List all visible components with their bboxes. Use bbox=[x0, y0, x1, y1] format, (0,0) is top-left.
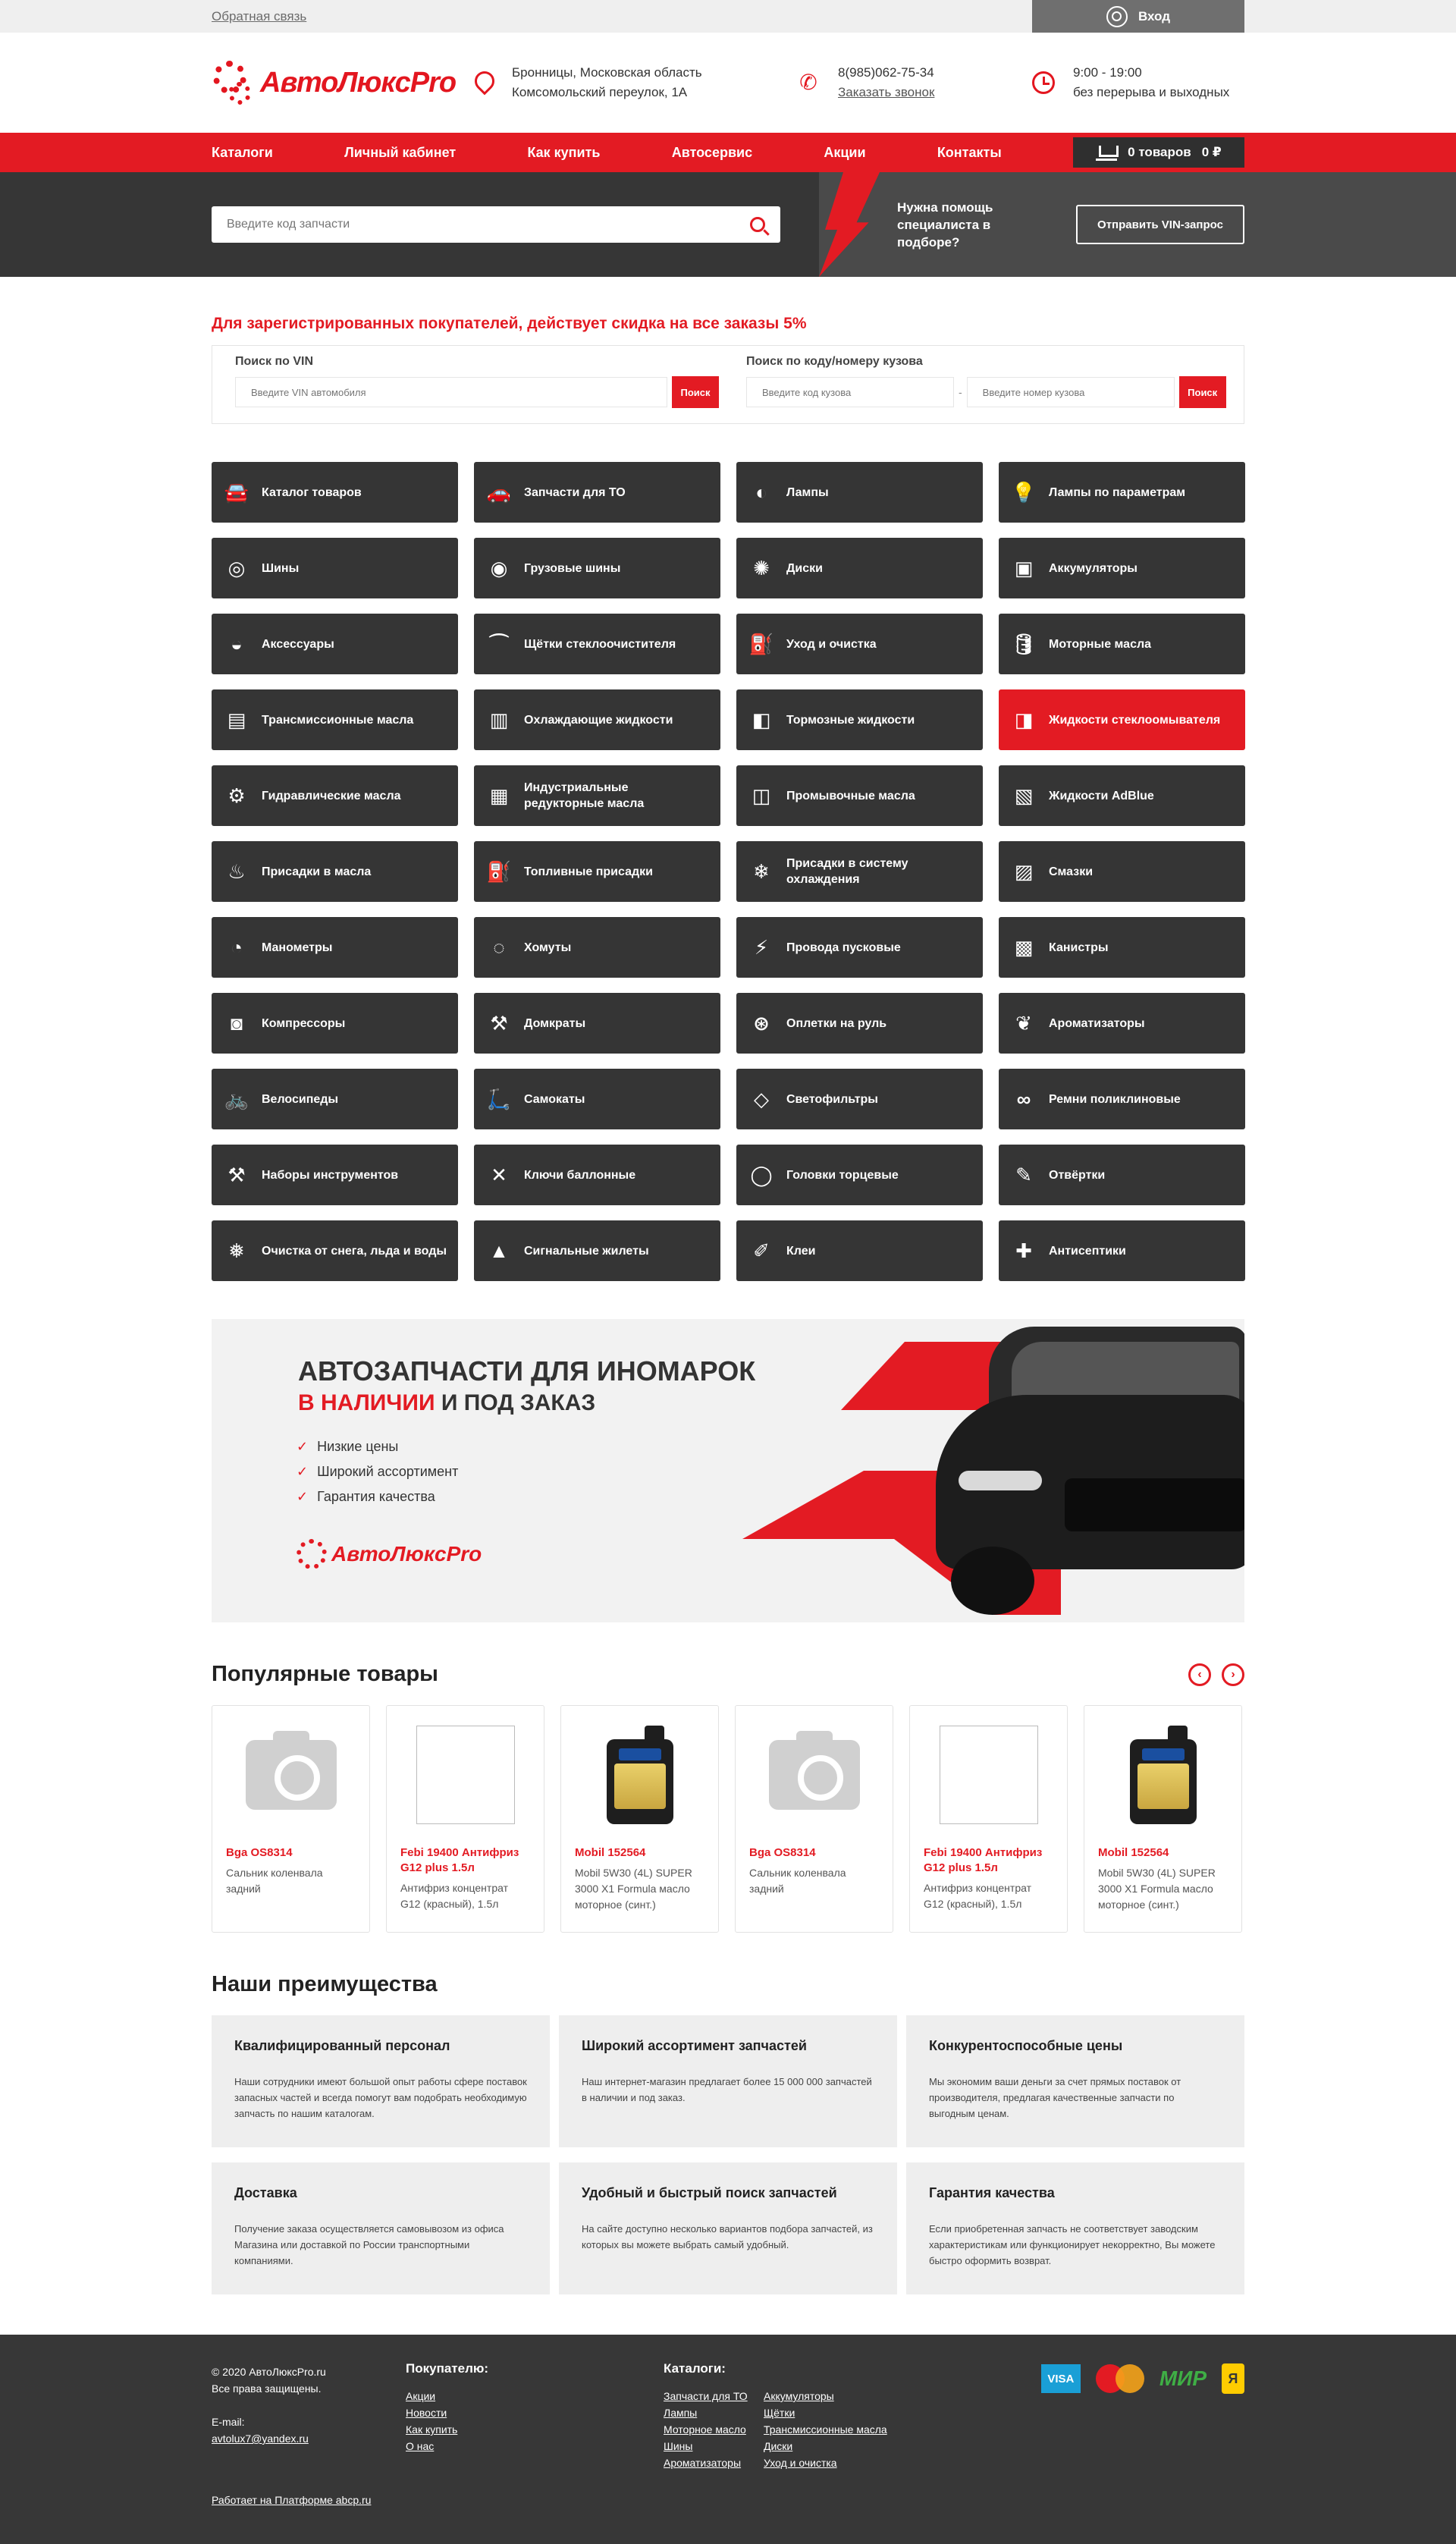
product-image[interactable] bbox=[1114, 1726, 1213, 1824]
category-tile[interactable] bbox=[999, 462, 1245, 523]
part-search-box bbox=[212, 206, 780, 243]
category-label: Хомуты bbox=[524, 941, 572, 954]
advantage-text: Если приобретенная запчасть не соответствует заводским характеристикам или функционирует некорректно, Вы можете быстро оформить возврат. bbox=[929, 2223, 1216, 2266]
cables-icon: ⚡ bbox=[754, 935, 769, 959]
category-label: Трансмиссионные масла bbox=[262, 713, 414, 727]
category-label: Светофильтры bbox=[786, 1092, 878, 1106]
vin-request-button[interactable]: Отправить VIN-запрос bbox=[1076, 205, 1244, 244]
product-description: Сальник коленвала задний bbox=[749, 1867, 846, 1895]
category-tile[interactable] bbox=[999, 538, 1245, 598]
vest-icon: ▲ bbox=[489, 1239, 509, 1262]
category-label: Промывочные масла bbox=[786, 789, 915, 802]
advantage-card bbox=[212, 2162, 550, 2294]
cooling-additive-icon: ❄ bbox=[753, 859, 770, 883]
product-image[interactable] bbox=[940, 1726, 1038, 1824]
email-link[interactable]: avtolux7@yandex.ru bbox=[212, 2433, 309, 2445]
cart-sum: 0 ₽ bbox=[1201, 145, 1222, 159]
spray-icon: ⛽ bbox=[748, 632, 774, 655]
yandex-money-icon: Я bbox=[1222, 2363, 1244, 2394]
canister-icon: ▤ bbox=[227, 708, 246, 731]
advantage-text: Мы экономим ваши деньги за счет прямых поставок от производителя, предлагая качественные запчасти по выгодным ценам. bbox=[929, 2076, 1181, 2119]
category-tile[interactable] bbox=[474, 765, 720, 826]
light-filter-icon: ◇ bbox=[754, 1087, 769, 1110]
category-label: Тормозные жидкости bbox=[786, 713, 915, 727]
product-image[interactable] bbox=[416, 1726, 515, 1824]
phone-block bbox=[795, 63, 1031, 102]
snow-brush-icon: ❅ bbox=[228, 1239, 245, 1262]
toolset-icon: ⚒ bbox=[228, 1163, 246, 1186]
lug-wrench-icon: ✕ bbox=[491, 1163, 507, 1186]
footer-catalogs bbox=[664, 2360, 900, 2471]
wiper-icon: ⌒ bbox=[488, 632, 509, 655]
footer-catalog-link[interactable]: Запчасти для ТО bbox=[664, 2390, 748, 2402]
category-tile[interactable] bbox=[212, 993, 458, 1054]
product-name[interactable]: Febi 19400 Антифриз G12 plus 1.5л bbox=[400, 1846, 519, 1874]
category-label: Каталог товаров bbox=[262, 485, 362, 499]
category-tile[interactable] bbox=[212, 1069, 458, 1129]
nav-item-promotions[interactable]: Акции bbox=[824, 144, 866, 160]
category-tile[interactable] bbox=[474, 993, 720, 1054]
scooter-icon: 🛴 bbox=[486, 1087, 512, 1110]
category-label: Домкраты bbox=[524, 1016, 586, 1030]
advantages-grid bbox=[212, 2015, 1244, 2294]
washer-icon: ◨ bbox=[1014, 708, 1034, 731]
category-tile[interactable] bbox=[474, 841, 720, 902]
fuel-additive-icon: ⛽ bbox=[486, 859, 512, 883]
category-label: Ароматизаторы bbox=[1049, 1016, 1145, 1030]
search-band bbox=[0, 172, 1456, 277]
category-tile[interactable] bbox=[999, 1145, 1245, 1205]
category-label: Ключи баллонные bbox=[524, 1168, 636, 1182]
category-tile[interactable] bbox=[736, 841, 983, 902]
product-image[interactable] bbox=[591, 1726, 689, 1824]
category-tile[interactable] bbox=[474, 1220, 720, 1281]
vin-help-block bbox=[897, 199, 1244, 251]
category-label: Ремни поликлиновые bbox=[1049, 1092, 1181, 1106]
promo-banner[interactable] bbox=[212, 1319, 1244, 1622]
category-tile[interactable] bbox=[736, 1220, 983, 1281]
category-tile[interactable] bbox=[736, 1069, 983, 1129]
category-tile[interactable] bbox=[999, 841, 1245, 902]
category-label: Канистры bbox=[1049, 941, 1109, 954]
category-label: Лампы bbox=[786, 485, 829, 499]
category-grid bbox=[212, 462, 1244, 1281]
feedback-link[interactable]: Обратная связь bbox=[212, 8, 307, 24]
advantages-header bbox=[212, 1972, 1244, 1997]
category-label: Манометры bbox=[262, 941, 333, 954]
banner-title: АВТОЗАПЧАСТИ ДЛЯ ИНОМАРОК bbox=[298, 1355, 756, 1387]
footer-link-about[interactable]: О нас bbox=[406, 2440, 435, 2452]
footer-link-how-to-buy[interactable]: Как купить bbox=[406, 2423, 458, 2436]
advantage-title: Широкий ассортимент запчастей bbox=[582, 2038, 807, 2053]
category-label: Запчасти для ТО bbox=[524, 485, 626, 499]
separator-dash: - bbox=[959, 386, 962, 398]
footer-link-promotions[interactable]: Акции bbox=[406, 2390, 436, 2402]
brake-fluid-icon: ◧ bbox=[752, 708, 771, 731]
category-tile[interactable] bbox=[736, 993, 983, 1054]
nav-item-how-to-buy[interactable]: Как купить bbox=[527, 144, 601, 160]
callback-link[interactable]: Заказать звонок bbox=[838, 85, 935, 99]
category-label: Сигнальные жилеты bbox=[524, 1244, 649, 1258]
tire-icon: ◎ bbox=[228, 556, 246, 579]
category-label: Аксессуары bbox=[262, 637, 334, 651]
truck-tire-icon: ◉ bbox=[490, 556, 508, 579]
category-label: Грузовые шины bbox=[524, 561, 621, 575]
category-label: Топливные присадки bbox=[524, 865, 653, 878]
category-label: Диски bbox=[786, 561, 823, 575]
gauge-icon: ◔ bbox=[231, 935, 243, 959]
category-tile[interactable] bbox=[736, 462, 983, 523]
hours-line-1: 9:00 - 19:00 bbox=[1073, 65, 1142, 80]
catalogs-title: Каталоги: bbox=[664, 2361, 726, 2376]
help-text: Нужна помощь специалиста в подборе? bbox=[897, 199, 993, 250]
nav-item-contacts[interactable]: Контакты bbox=[937, 144, 1002, 160]
part-search-input[interactable] bbox=[227, 218, 682, 231]
category-tile[interactable] bbox=[999, 1220, 1245, 1281]
category-tile[interactable] bbox=[736, 917, 983, 978]
advantage-text: Наши сотрудники имеют большой опыт работы сфере поставок запасных частей и всегда помогут вам подобрать необходимую запчасть по нашим каталогам. bbox=[234, 2076, 527, 2119]
category-label: Велосипеды bbox=[262, 1092, 339, 1106]
footer-catalog-link[interactable]: Лампы bbox=[664, 2407, 698, 2419]
advantage-text: Наш интернет-магазин предлагает более 15 000 000 запчастей в наличии и под заказ. bbox=[582, 2076, 872, 2103]
advantage-card bbox=[906, 2015, 1244, 2147]
address-line-2: Комсомольский переулок, 1А bbox=[512, 85, 688, 99]
category-label: Жидкости стеклоомывателя bbox=[1049, 713, 1221, 727]
address-block bbox=[469, 63, 795, 102]
category-tile[interactable] bbox=[474, 689, 720, 750]
category-label: Присадки в масла bbox=[262, 865, 372, 878]
search-icon[interactable] bbox=[750, 217, 765, 232]
category-tile[interactable] bbox=[999, 765, 1245, 826]
bicycle-icon: 🚲 bbox=[224, 1087, 249, 1110]
category-tile[interactable] bbox=[474, 538, 720, 598]
product-card[interactable] bbox=[386, 1705, 544, 1933]
advantage-card bbox=[906, 2162, 1244, 2294]
banner-logo bbox=[297, 1539, 482, 1569]
footer-company bbox=[212, 2363, 326, 2447]
category-tile[interactable] bbox=[736, 1145, 983, 1205]
category-tile[interactable] bbox=[999, 1069, 1245, 1129]
banner-bullet: ✓ Гарантия качества bbox=[297, 1489, 458, 1505]
advantage-card bbox=[559, 2162, 897, 2294]
grease-icon: ▨ bbox=[1014, 859, 1034, 883]
rights: Все права защищены. bbox=[212, 2382, 322, 2395]
advantage-title: Гарантия качества bbox=[929, 2185, 1055, 2200]
category-label: Моторные масла bbox=[1049, 637, 1152, 651]
footer-catalog-link[interactable]: Моторное масло bbox=[664, 2423, 746, 2436]
footer-catalog-link[interactable]: Диски bbox=[764, 2440, 793, 2452]
category-label: Жидкости AdBlue bbox=[1049, 789, 1154, 802]
advantage-text: На сайте доступно несколько вариантов подбора запчастей, из которых вы можете выбрать самый удобный. bbox=[582, 2223, 873, 2250]
headlight-icon: ◐ bbox=[755, 480, 767, 504]
category-label: Компрессоры bbox=[262, 1016, 346, 1030]
banner-bullet: ✓ Широкий ассортимент bbox=[297, 1464, 458, 1480]
category-tile[interactable] bbox=[999, 993, 1245, 1054]
compressor-icon: ◙ bbox=[231, 1011, 243, 1035]
category-label: Провода пусковые bbox=[786, 941, 901, 954]
category-tile[interactable] bbox=[212, 689, 458, 750]
copyright: © 2020 АвтоЛюксPro.ru bbox=[212, 2366, 326, 2378]
cart-count: 0 товаров bbox=[1128, 145, 1191, 159]
category-label: Головки торцевые bbox=[786, 1168, 899, 1182]
visa-icon: VISA bbox=[1041, 2364, 1081, 2393]
advantage-title: Удобный и быстрый поиск запчастей bbox=[582, 2185, 837, 2200]
category-tile[interactable] bbox=[212, 1145, 458, 1205]
buyer-title: Покупателю: bbox=[406, 2361, 489, 2376]
product-card[interactable] bbox=[1084, 1705, 1242, 1933]
barrel-icon: ▦ bbox=[489, 784, 509, 807]
broken-image-icon bbox=[940, 1726, 1038, 1824]
product-description: Антифриз концентрат G12 (красный), 1.5л bbox=[400, 1882, 509, 1910]
advantages-title: Наши преимущества bbox=[212, 1972, 438, 1996]
category-tile[interactable] bbox=[474, 917, 720, 978]
body-code-input[interactable] bbox=[746, 377, 954, 407]
category-label: Охлаждающие жидкости bbox=[524, 713, 673, 727]
product-image[interactable] bbox=[242, 1726, 340, 1824]
location-pin-icon bbox=[469, 70, 495, 96]
phone-number[interactable]: 8(985)062-75-34 bbox=[838, 65, 934, 80]
product-name[interactable]: Bga OS8314 bbox=[226, 1846, 293, 1859]
body-search-label: Поиск по коду/номеру кузова bbox=[746, 355, 923, 368]
cart-icon bbox=[1096, 144, 1117, 161]
oil-bottle-image bbox=[1125, 1726, 1201, 1824]
category-tile[interactable] bbox=[212, 462, 458, 523]
air-freshener-icon: ❦ bbox=[1015, 1011, 1032, 1035]
footer-catalog-link[interactable]: Уход и очистка bbox=[764, 2457, 837, 2469]
category-tile[interactable] bbox=[736, 689, 983, 750]
jerrycan-icon: ▩ bbox=[1014, 935, 1034, 959]
advantage-card bbox=[559, 2015, 897, 2147]
brand-name: АвтоЛюксPro bbox=[260, 66, 457, 99]
cart-button[interactable] bbox=[1073, 137, 1244, 168]
banner-subtitle: В НАЛИЧИИ И ПОД ЗАКАЗ bbox=[298, 1390, 596, 1415]
hydraulic-icon: ⚙ bbox=[228, 784, 246, 807]
category-tile[interactable] bbox=[736, 614, 983, 674]
discount-promo: Для зарегистрированных покупателей, действует скидка на все заказы 5% bbox=[212, 315, 807, 332]
category-tile[interactable] bbox=[736, 765, 983, 826]
socket-icon: ◯ bbox=[750, 1163, 773, 1186]
category-tile[interactable] bbox=[474, 462, 720, 523]
belt-icon: ∞ bbox=[1016, 1087, 1031, 1110]
category-tile[interactable] bbox=[999, 689, 1245, 750]
category-label: Клеи bbox=[786, 1244, 816, 1258]
steering-wheel-icon: ⊛ bbox=[753, 1011, 770, 1035]
screwdriver-icon: ✎ bbox=[1015, 1163, 1032, 1186]
popular-header bbox=[212, 1662, 1244, 1687]
login-button[interactable] bbox=[1032, 0, 1244, 33]
jack-icon: ⚒ bbox=[490, 1011, 508, 1035]
product-name[interactable]: Mobil 152564 bbox=[575, 1846, 646, 1859]
category-tile[interactable] bbox=[999, 614, 1245, 674]
hours-line-2: без перерыва и выходных bbox=[1073, 85, 1230, 99]
advantage-card bbox=[212, 2015, 550, 2147]
product-description: Mobil 5W30 (4L) SUPER 3000 X1 Formula масло моторное (синт.) bbox=[1098, 1867, 1216, 1911]
vin-search-group bbox=[235, 355, 719, 423]
category-label: Оплетки на руль bbox=[786, 1016, 887, 1030]
mir-icon: МИР bbox=[1159, 2367, 1207, 2390]
footer-link-news[interactable]: Новости bbox=[406, 2407, 447, 2419]
banner-bullets bbox=[297, 1439, 458, 1514]
site-logo[interactable] bbox=[212, 56, 469, 109]
broken-image-icon bbox=[416, 1726, 515, 1824]
product-name[interactable]: Febi 19400 Антифриз G12 plus 1.5л bbox=[924, 1846, 1043, 1874]
product-description: Mobil 5W30 (4L) SUPER 3000 X1 Formula масло моторное (синт.) bbox=[575, 1867, 692, 1911]
category-label: Присадки в систему охлаждения bbox=[786, 857, 908, 886]
phone-icon: ✆ bbox=[799, 71, 817, 94]
mastercard-icon bbox=[1096, 2364, 1144, 2393]
product-description: Сальник коленвала задний bbox=[226, 1867, 323, 1895]
footer-buyer bbox=[406, 2360, 488, 2454]
category-tile[interactable] bbox=[999, 917, 1245, 978]
product-card[interactable] bbox=[560, 1705, 719, 1933]
antiseptic-icon: ✚ bbox=[1015, 1239, 1032, 1262]
product-card[interactable] bbox=[212, 1705, 370, 1933]
email-label: E-mail: bbox=[212, 2416, 245, 2428]
topbar bbox=[0, 0, 1456, 33]
glue-icon: ✐ bbox=[753, 1239, 770, 1262]
vin-search-label: Поиск по VIN bbox=[235, 355, 314, 368]
category-label: Антисептики bbox=[1049, 1244, 1126, 1258]
user-icon bbox=[1106, 6, 1128, 27]
product-carousel bbox=[212, 1705, 1244, 1933]
car-side-icon: 🚗 bbox=[486, 480, 512, 504]
advantage-text: Получение заказа осуществляется самовывозом из офиса Магазина или доставкой по России транспортными компаниями. bbox=[234, 2223, 504, 2266]
camera-placeholder-icon bbox=[769, 1740, 860, 1810]
body-number-input[interactable] bbox=[967, 377, 1175, 407]
adblue-icon: ▧ bbox=[1014, 784, 1034, 807]
category-tile[interactable] bbox=[212, 614, 458, 674]
advantage-title: Квалифицированный персонал bbox=[234, 2038, 450, 2053]
category-label: Гидравлические масла bbox=[262, 789, 401, 802]
footer-catalog-link[interactable]: Щётки bbox=[764, 2407, 795, 2419]
category-tile[interactable] bbox=[212, 538, 458, 598]
popular-title: Популярные товары bbox=[212, 1662, 438, 1686]
category-tile[interactable] bbox=[474, 1145, 720, 1205]
category-label: Смазки bbox=[1049, 865, 1094, 878]
prev-arrow-icon[interactable]: ‹ bbox=[1188, 1663, 1211, 1686]
footer-catalog-link[interactable]: Трансмиссионные масла bbox=[764, 2423, 887, 2436]
vin-search-button[interactable]: Поиск bbox=[672, 376, 719, 408]
product-description: Антифриз концентрат G12 (красный), 1.5л bbox=[924, 1882, 1032, 1910]
platform-link[interactable]: Работает на Платформе abcp.ru bbox=[212, 2494, 372, 2506]
category-label: Индустриальные редукторные масла bbox=[524, 781, 645, 810]
battery-icon: ▣ bbox=[1014, 556, 1034, 579]
category-label: Очистка от снега, льда и воды bbox=[262, 1244, 447, 1258]
category-label: Лампы по параметрам bbox=[1049, 485, 1186, 499]
category-label: Уход и очистка bbox=[786, 637, 877, 651]
vin-input[interactable] bbox=[235, 377, 667, 407]
footer bbox=[0, 2335, 1456, 2544]
category-tile[interactable] bbox=[736, 538, 983, 598]
payment-methods bbox=[1041, 2363, 1244, 2394]
camera-placeholder-icon bbox=[246, 1740, 337, 1810]
gear-icon bbox=[297, 1539, 327, 1569]
category-label: Аккумуляторы bbox=[1049, 561, 1138, 575]
category-label: Наборы инструментов bbox=[262, 1168, 399, 1182]
category-tile[interactable] bbox=[212, 917, 458, 978]
category-tile[interactable] bbox=[474, 614, 720, 674]
nav-item-autoservice[interactable]: Автосервис bbox=[671, 144, 753, 160]
address-line-1: Бронницы, Московская область bbox=[512, 65, 702, 80]
header bbox=[0, 33, 1456, 133]
banner-bullet: ✓ Низкие цены bbox=[297, 1439, 458, 1455]
body-search-group bbox=[746, 355, 1226, 423]
product-name[interactable]: Mobil 152564 bbox=[1098, 1846, 1169, 1859]
flush-icon: ◫ bbox=[752, 784, 771, 807]
car-icon: 🚘 bbox=[224, 480, 249, 504]
additive-icon: ♨ bbox=[228, 859, 246, 883]
hours-block bbox=[1031, 63, 1229, 102]
product-card[interactable] bbox=[735, 1705, 893, 1933]
product-card[interactable] bbox=[909, 1705, 1068, 1933]
category-label: Шины bbox=[262, 561, 300, 575]
footer-catalog-link[interactable]: Шины bbox=[664, 2440, 693, 2452]
advantage-title: Конкурентоспособные цены bbox=[929, 2038, 1123, 2053]
footer-catalog-link[interactable]: Аккумуляторы bbox=[764, 2390, 834, 2402]
nav-item-account[interactable]: Личный кабинет bbox=[344, 144, 457, 160]
banner-brand: АвтоЛюксPro bbox=[331, 1542, 482, 1566]
category-label: Отвёртки bbox=[1049, 1168, 1106, 1182]
gears-icon bbox=[212, 56, 260, 109]
next-arrow-icon[interactable]: › bbox=[1222, 1663, 1244, 1686]
product-image[interactable] bbox=[765, 1726, 864, 1824]
oil-can-icon: 🛢 bbox=[1011, 632, 1037, 655]
category-tile[interactable] bbox=[212, 1220, 458, 1281]
category-label: Щётки стеклоочистителя bbox=[524, 637, 676, 651]
advantage-title: Доставка bbox=[234, 2185, 297, 2200]
category-tile[interactable] bbox=[474, 1069, 720, 1129]
coolant-icon: ▥ bbox=[489, 708, 509, 731]
rim-icon: ✺ bbox=[753, 556, 770, 579]
clock-icon bbox=[1031, 70, 1056, 96]
category-tile[interactable] bbox=[212, 765, 458, 826]
bulb-icon: 💡 bbox=[1011, 480, 1037, 504]
car-image bbox=[936, 1327, 1244, 1615]
product-name[interactable]: Bga OS8314 bbox=[749, 1846, 816, 1859]
category-tile[interactable] bbox=[212, 841, 458, 902]
clamp-icon: ◌ bbox=[493, 935, 505, 959]
login-label: Вход bbox=[1138, 8, 1171, 24]
nav-item-catalogs[interactable]: Каталоги bbox=[212, 144, 273, 160]
body-search-button[interactable]: Поиск bbox=[1179, 376, 1226, 408]
oil-bottle-image bbox=[602, 1726, 678, 1824]
cap-icon: ◒ bbox=[231, 632, 243, 655]
category-label: Самокаты bbox=[524, 1092, 585, 1106]
vin-search-panel bbox=[212, 345, 1244, 424]
main-nav bbox=[0, 133, 1456, 172]
footer-catalog-link[interactable]: Ароматизаторы bbox=[664, 2457, 742, 2469]
